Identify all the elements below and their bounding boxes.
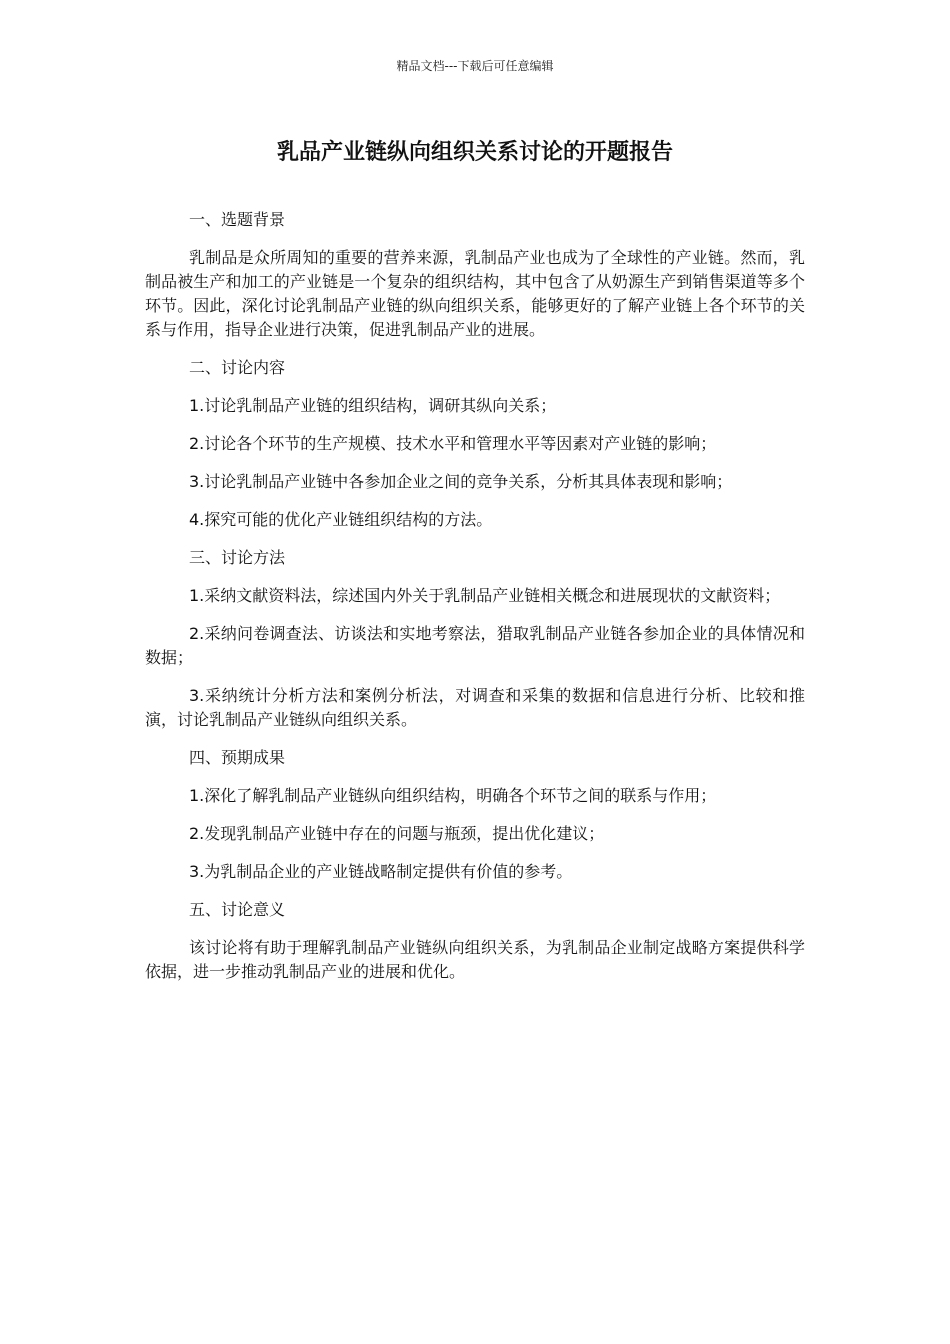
section-heading-content: 二、讨论内容 [189,358,286,377]
section-heading-background: 一、选题背景 [189,210,286,229]
content-item-3: 3.讨论乳制品产业链中各参加企业之间的竞争关系，分析其具体表现和影响； [189,472,733,491]
document-body [145,208,805,984]
document-title: 乳品产业链纵向组织关系讨论的开题报告 [276,140,673,165]
method-item-1: 1.采纳文献资料法，综述国内外关于乳制品产业链相关概念和进展现状的文献资料； [189,586,781,605]
method-item-2: 2.采纳问卷调查法、访谈法和实地考察法，猎取乳制品产业链各参加企业的具体情况和数据； [145,624,805,667]
content-item-4: 4.探究可能的优化产业链组织结构的方法。 [189,510,493,529]
content-item-1: 1.讨论乳制品产业链的组织结构，调研其纵向关系； [189,396,557,415]
section-heading-methods: 三、讨论方法 [189,548,286,567]
background-paragraph: 乳制品是众所周知的重要的营养来源，乳制品产业也成为了全球性的产业链。然而，乳制品被生产和加工的产业链是一个复杂的组织结构，其中包含了从奶源生产到销售渠道等多个环节。因此，深化讨论乳制品产业链的纵向组织关系，能够更好的了解产业链上各个环节的关系与作用，指导企业进行决策，促进乳制品产业的进展。 [145,248,805,339]
outcome-item-2: 2.发现乳制品产业链中存在的问题与瓶颈，提出优化建议； [189,824,605,843]
outcome-item-1: 1.深化了解乳制品产业链纵向组织结构，明确各个环节之间的联系与作用； [189,786,717,805]
outcome-item-3: 3.为乳制品企业的产业链战略制定提供有价值的参考。 [189,862,573,881]
significance-paragraph: 该讨论将有助于理解乳制品产业链纵向组织关系，为乳制品企业制定战略方案提供科学依据，进一步推动乳制品产业的进展和优化。 [145,938,805,981]
page-header: 精品文档---下载后可任意编辑 [396,59,554,73]
section-heading-significance: 五、讨论意义 [189,900,286,919]
method-item-3: 3.采纳统计分析方法和案例分析法，对调查和采集的数据和信息进行分析、比较和推演，讨论乳制品产业链纵向组织关系。 [145,686,805,729]
section-heading-outcomes: 四、预期成果 [189,748,286,767]
content-item-2: 2.讨论各个环节的生产规模、技术水平和管理水平等因素对产业链的影响； [189,434,717,453]
